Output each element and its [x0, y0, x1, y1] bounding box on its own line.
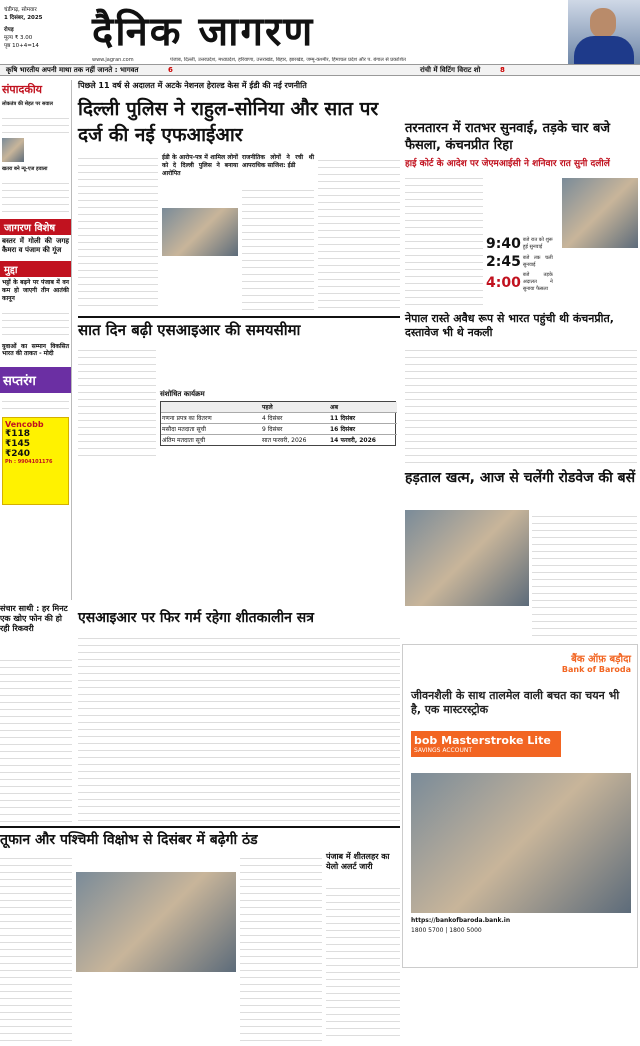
sir-table [160, 390, 396, 446]
teaser-right-page: 8 [500, 66, 505, 74]
session-body [78, 632, 400, 822]
bob-tagline: जीवनशैली के साथ तालमेल वाली बचत का चयन भी है, एक मास्टरस्ट्रोक [411, 689, 620, 716]
teaser-left-page: 6 [168, 66, 173, 74]
cold-body-col1 [0, 852, 72, 1042]
herald-photo [162, 208, 238, 256]
taran-headline[interactable]: तरनतारन में रातभर सुनवाई, तड़के चार बजे फैसला, कंचनप्रीत रिहा [405, 121, 611, 153]
special-badge: जागरण विशेष [0, 219, 71, 235]
nepal-headline[interactable]: नेपाल रास्ते अवैध रूप से भारत पहुंची थी कंचनप्रीत, दस्तावेज भी थे नकली [405, 312, 614, 339]
saptrang-banner[interactable]: सप्तरंग [0, 367, 71, 393]
sir-col-after: अब [329, 402, 397, 412]
sir-r2-c2: 9 दिसंबर [261, 423, 329, 434]
taran-deck: हाई कोर्ट के आदेश पर जेएमआईसी ने शनिवार रात सुनी दलीलें [405, 159, 610, 169]
editorial-title: संपादकीय [2, 83, 43, 96]
sir-col-before: पहले [261, 402, 329, 412]
bob-ad[interactable] [402, 644, 638, 968]
vencobb-price2: ₹145 [5, 439, 31, 449]
vencobb-price1: ₹118 [5, 429, 31, 439]
editions-line: पंजाब, दिल्ली, उत्तरप्रदेश, मध्यप्रदेश, हरियाणा, उत्तराखंड, बिहार, झारखंड, जम्मू-कश्मीर, हिमाचल प्रदेश और प. बंगाल से प्रकाशित [170, 57, 406, 63]
sir-r2-c3: 16 दिसंबर [329, 423, 397, 434]
teaser-right[interactable]: रांची में विटिंग विराट शो [420, 66, 481, 74]
special-head: बस्तर में गोली की जगह कैमरा व पंजाम की गूंज [2, 237, 69, 254]
cold-side-head[interactable]: पंजाब में शीतलहर का येलो अलर्ट जारी [326, 852, 390, 871]
strike-body [532, 510, 637, 640]
nepal-body [405, 344, 637, 464]
cold-body-col3 [240, 852, 322, 1042]
sports-head: युवाओं का सम्मान विकसित भारत की ताकत - मोदी [2, 343, 69, 357]
herald-body-col1 [78, 152, 158, 312]
strike-headline[interactable]: हड़ताल खत्म, आज से चलेंगी रोडवेज की बसें [405, 470, 636, 486]
sidebar [0, 80, 72, 600]
vencobb-price3: ₹240 [5, 449, 31, 459]
taran-body [405, 172, 483, 308]
sir-body [78, 344, 156, 456]
herald-headline[interactable]: दिल्ली पुलिस ने राहुल-सोनिया और सात पर दर्ज की नई एफआईआर [78, 98, 379, 146]
city: चंडीगढ़, सोमवार [4, 7, 37, 13]
session-headline[interactable]: एसआइआर पर फिर गर्म रहेगा शीतकालीन सत्र [78, 610, 314, 626]
time-3-desc: बजे तड़के अदालत ने सुनाया फैसला [522, 272, 553, 292]
kanchanpreet-photo [562, 178, 638, 248]
quote-head: खतरा बने न्यू-एज हवाला [2, 166, 48, 172]
bob-product-name: bob Masterstroke Lite [414, 734, 551, 747]
bob-tollfree: 1800 5700 | 1800 5000 [411, 927, 482, 934]
date: 1 दिसंबर, 2025 [4, 15, 43, 21]
time-1: 9:40 [486, 236, 521, 252]
sanchar-headline[interactable]: संचार साथी : हर मिनट एक खोए फोन की हो रही रिकवरी [0, 604, 68, 633]
url[interactable]: www.jagran.com [92, 57, 134, 63]
edition: रोपड़ [4, 27, 14, 33]
herald-sub1: ईडी के आरोप-पत्र में शामिल लोगों को दे दिल्ली पुलिस ने बनाया आरोपित [162, 154, 238, 177]
time-1-desc: बजे रात को शुरू हुई सुनवाई [522, 237, 553, 250]
vencobb-phone: Ph : 9904101176 [5, 459, 53, 465]
teaser-strip [0, 64, 640, 76]
strike-photo [405, 510, 529, 606]
sir-r1-c1: गणना प्रपत्र का वितरण [161, 412, 261, 423]
muddha-head: भट्टों के बढ़ने पर पंजाब में वन कम हो जाएगी तीन आतंकी कानून [2, 279, 69, 302]
bob-brand: बैंक ऑफ़ बड़ौदा [571, 654, 631, 665]
sir-r3-c1: अंतिम मतदाता सूची [161, 434, 261, 445]
sir-r1-c3: 11 दिसंबर [329, 412, 397, 423]
herald-sub2: राजनीतिक लोगों ने रची थी आपराधिक साजिश: ईडी [242, 154, 314, 169]
sir-table-title: संशोधित कार्यक्रम [160, 390, 205, 398]
sir-r1-c2: 4 दिसंबर [261, 412, 329, 423]
teaser-left[interactable]: कृषि भारतीय अपनी माथा तक नहीं जानते : भागवत [6, 66, 139, 74]
logo: दैनिक जागरण [92, 8, 315, 55]
sanchar-body [0, 654, 72, 824]
time-3: 4:00 [486, 274, 521, 291]
herald-body-col4 [318, 154, 400, 312]
herald-kicker: पिछले 11 वर्ष से अदालत में अटके नेशनल हेराल्ड केस में ईडी की नई रणनीति [78, 81, 307, 90]
bob-product [411, 731, 561, 757]
vencobb-title: Vencobb [5, 420, 44, 429]
bob-product-sub: SAVINGS ACCOUNT [414, 747, 473, 754]
sir-r3-c3: 14 फरवरी, 2026 [329, 434, 397, 445]
sir-headline[interactable]: सात दिन बढ़ी एसआइआर की समयसीमा [78, 321, 301, 339]
time-2: 2:45 [486, 254, 521, 270]
muddha-badge: मुद्दा [0, 261, 71, 277]
sir-r2-c1: मसौदा मतदाता सूची [161, 423, 261, 434]
cricketer-photo [568, 0, 640, 64]
sir-r3-c2: सात फरवरी, 2026 [261, 434, 329, 445]
vencobb-ad[interactable] [2, 417, 69, 505]
bob-brand-en: Bank of Baroda [561, 665, 631, 674]
pages: पृष्ठ 10+4=14 [4, 43, 39, 49]
cold-side-body [326, 882, 400, 1042]
time-2-desc: बजे तक चली सुनवाई [522, 255, 553, 268]
masthead-meta [4, 6, 66, 50]
bob-ambassador-photo [411, 773, 631, 913]
herald-body-col3 [242, 184, 314, 312]
editorial-head: लोकतंत्र की सेहत पर सवाल [2, 101, 53, 107]
masthead [0, 0, 640, 64]
bob-url[interactable]: https://bankofbaroda.bank.in [411, 917, 511, 924]
cold-photo [76, 872, 236, 972]
cold-headline[interactable]: तूफान और पश्चिमी विक्षोभ से दिसंबर में बढ़ेगी ठंड [0, 832, 258, 848]
times-list [486, 236, 558, 293]
price: मूल्य ₹ 3.00 [4, 35, 33, 41]
